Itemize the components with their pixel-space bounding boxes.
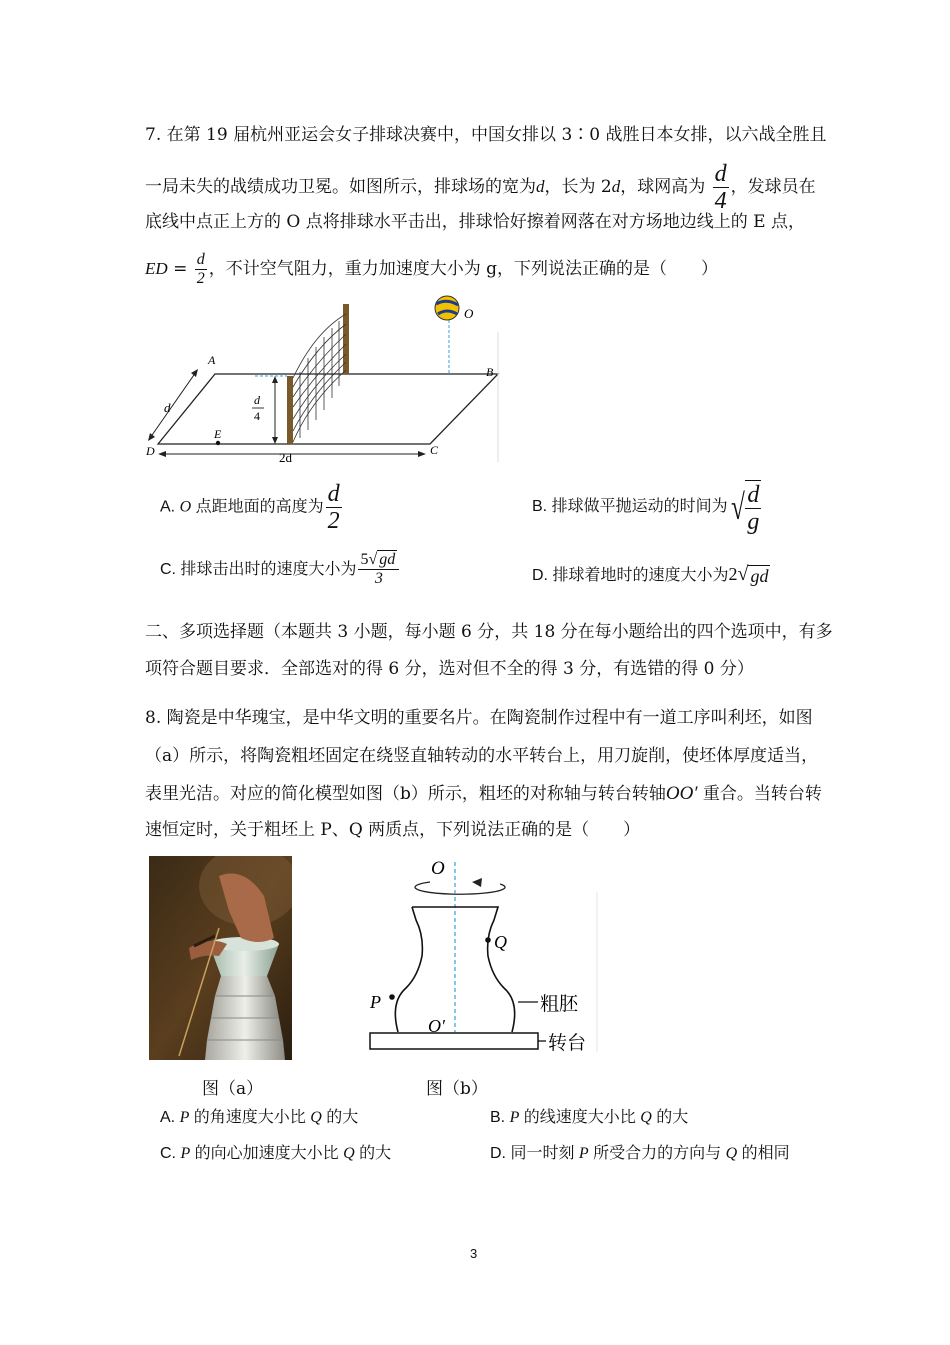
frac-numerator: d xyxy=(714,161,727,187)
point-Q xyxy=(485,937,491,943)
q7-line2-text-b: ，长为 2 xyxy=(544,177,612,197)
q7-line2-text-a: 一局未失的战绩成功卫冕。如图所示，排球场的宽为 xyxy=(145,177,536,197)
q7-line3: 底线中点正上方的 O 点将排球水平击出，排球恰好擦着网落在对方场地边线上的 E 点， xyxy=(145,212,805,232)
q7-option-B xyxy=(532,480,763,534)
option-fraction xyxy=(745,480,761,534)
label-A: A xyxy=(208,353,216,367)
q7-line2-text-e: ，发球员在 xyxy=(730,177,816,197)
q7-line2 xyxy=(145,162,816,213)
q7-net-height-fraction xyxy=(713,162,729,213)
q7-var-d: d xyxy=(536,177,545,196)
frac-numerator: d xyxy=(747,482,760,508)
option-var-p: P xyxy=(578,1145,589,1162)
label-O: O xyxy=(431,858,445,879)
label-C: C xyxy=(430,443,439,457)
q7-line2-text-c: ，球网高为 xyxy=(620,177,706,197)
option-text: B. 排球做平抛运动的时间为 xyxy=(532,498,728,516)
option-text: C. 排球击出时的速度大小为 xyxy=(160,560,357,578)
q8-line3-text-b: 重合。当转台转 xyxy=(697,784,822,804)
radical-sign: √ xyxy=(730,487,745,527)
frac-numerator: d xyxy=(327,481,340,507)
option-prefix: A. xyxy=(160,498,180,516)
q7-option-A xyxy=(160,482,344,533)
radicand: gd xyxy=(379,551,396,569)
option-text-end: 的大 xyxy=(651,1109,689,1126)
net-mesh xyxy=(293,314,346,442)
option-var: O xyxy=(179,498,192,516)
q7-option-C xyxy=(160,552,401,587)
label-2d: 2d xyxy=(279,450,292,465)
net-post-front xyxy=(287,376,293,444)
coefficient: 2 xyxy=(728,564,738,584)
point-P xyxy=(389,994,395,1000)
q8-axis-label: OO′ xyxy=(665,783,698,804)
option-var-p: P xyxy=(179,1109,190,1126)
q8-line3-text-a: 表里光洁。对应的简化模型如图（b）所示，粗坯的对称轴与转台转轴 xyxy=(145,784,666,804)
rotation-arrow-icon xyxy=(415,882,505,894)
option-prefix: B. xyxy=(490,1109,510,1126)
option-text-end: 的大 xyxy=(321,1109,359,1126)
q7-line4 xyxy=(145,252,718,287)
label-Q: Q xyxy=(494,932,507,952)
q7-ed-fraction xyxy=(195,252,207,287)
volleyball-court-figure xyxy=(140,292,510,467)
caption-b: 图（b） xyxy=(426,1079,488,1099)
net-height-d: 4 xyxy=(254,409,260,423)
frac-denominator: 3 xyxy=(374,570,383,588)
court-outline xyxy=(158,374,498,444)
option-text: 所受合力的方向与 xyxy=(588,1145,726,1162)
label-E: E xyxy=(214,427,222,441)
label-B: B xyxy=(486,365,494,379)
option-text: 的向心加速度大小比 xyxy=(190,1145,344,1162)
q7-equals: = xyxy=(167,259,193,279)
label-O-prime: O′ xyxy=(428,1016,445,1036)
q7-var-2d: d xyxy=(611,177,621,196)
frac-denominator: g xyxy=(747,509,760,535)
option-fraction xyxy=(326,482,342,533)
frac-denominator: 4 xyxy=(714,188,727,214)
option-prefix: A. xyxy=(160,1109,180,1126)
option-prefix: C. xyxy=(160,1145,181,1162)
page-number: 3 xyxy=(470,1246,478,1261)
frac-denominator: 2 xyxy=(327,508,340,534)
q8-line2: （a）所示，将陶瓷粗坯固定在绕竖直轴转动的水平转台上，用刀旋削，使坯体厚度适当， xyxy=(145,746,819,766)
pottery-model-figure xyxy=(360,852,600,1057)
option-fraction: $\frac{5√ gd}{3}$ xyxy=(358,552,399,587)
q8-option-A xyxy=(160,1106,358,1130)
option-var-q: Q xyxy=(310,1109,322,1126)
label-d: d xyxy=(164,400,171,415)
option-var-q: Q xyxy=(725,1145,738,1162)
label-turntable: 转台 xyxy=(548,1032,587,1054)
label-D: D xyxy=(146,444,155,458)
label-blank: 粗胚 xyxy=(540,993,579,1015)
option-text: 的线速度大小比 xyxy=(519,1109,641,1126)
frac-numerator: d xyxy=(196,251,205,268)
label-P: P xyxy=(370,992,381,1012)
q8-option-B xyxy=(490,1106,688,1130)
q8-option-C xyxy=(160,1142,391,1166)
option-text: D. 排球着地时的速度大小为 xyxy=(532,567,729,584)
option-var-q: Q xyxy=(343,1145,355,1162)
q7-ed-label: ED xyxy=(145,259,168,278)
section2-line2: 项符合题目要求．全部选对的得 6 分，选对但不全的得 3 分，有选错的得 0 分） xyxy=(145,659,754,679)
pottery-photo xyxy=(149,856,292,1060)
option-text: 点距地面的高度为 xyxy=(191,498,324,516)
vase-left-outline xyxy=(395,907,422,1032)
turntable xyxy=(370,1033,538,1049)
vase-right-outline xyxy=(412,907,515,1032)
option-text-end: 的大 xyxy=(354,1145,392,1162)
section2-line1: 二、多项选择题（本题共 3 小题，每小题 6 分，共 18 分在每小题给出的四个选项中，有多 xyxy=(145,622,833,642)
q8-line4: 速恒定时，关于粗坯上 P、Q 两质点，下列说法正确的是（ ） xyxy=(145,820,641,840)
point-E xyxy=(216,441,220,445)
option-var-p: P xyxy=(509,1109,520,1126)
option-var-q: Q xyxy=(640,1109,652,1126)
q7-line4-text: ，不计空气阻力，重力加速度大小为 g，下列说法正确的是（ ） xyxy=(208,259,719,279)
volleyball-icon xyxy=(435,296,459,320)
option-prefix: D. 同一时刻 xyxy=(490,1145,579,1162)
option-text: 的角速度大小比 xyxy=(189,1109,311,1126)
radicand: gd xyxy=(750,565,769,586)
q8-line1: 8. 陶瓷是中华瑰宝，是中华文明的重要名片。在陶瓷制作过程中有一道工序叫利坯，如图 xyxy=(145,708,813,728)
q7-line1: 7. 在第 19 届杭州亚运会女子排球决赛中，中国女排以 3∶0 战胜日本女排，以六战全胜且 xyxy=(145,125,827,145)
q7-option-D: D. 排球着地时的速度大小为2√ gd xyxy=(532,563,769,586)
option-var-p: P xyxy=(180,1145,191,1162)
q8-option-D xyxy=(490,1142,790,1166)
net-height-n: d xyxy=(254,393,260,407)
q8-line3 xyxy=(145,782,822,806)
option-text-end: 的相同 xyxy=(737,1145,790,1162)
caption-a: 图（a） xyxy=(202,1079,264,1099)
frac-denominator: 2 xyxy=(196,270,205,287)
coefficient: 5 xyxy=(360,551,369,568)
label-O: O xyxy=(464,306,474,321)
